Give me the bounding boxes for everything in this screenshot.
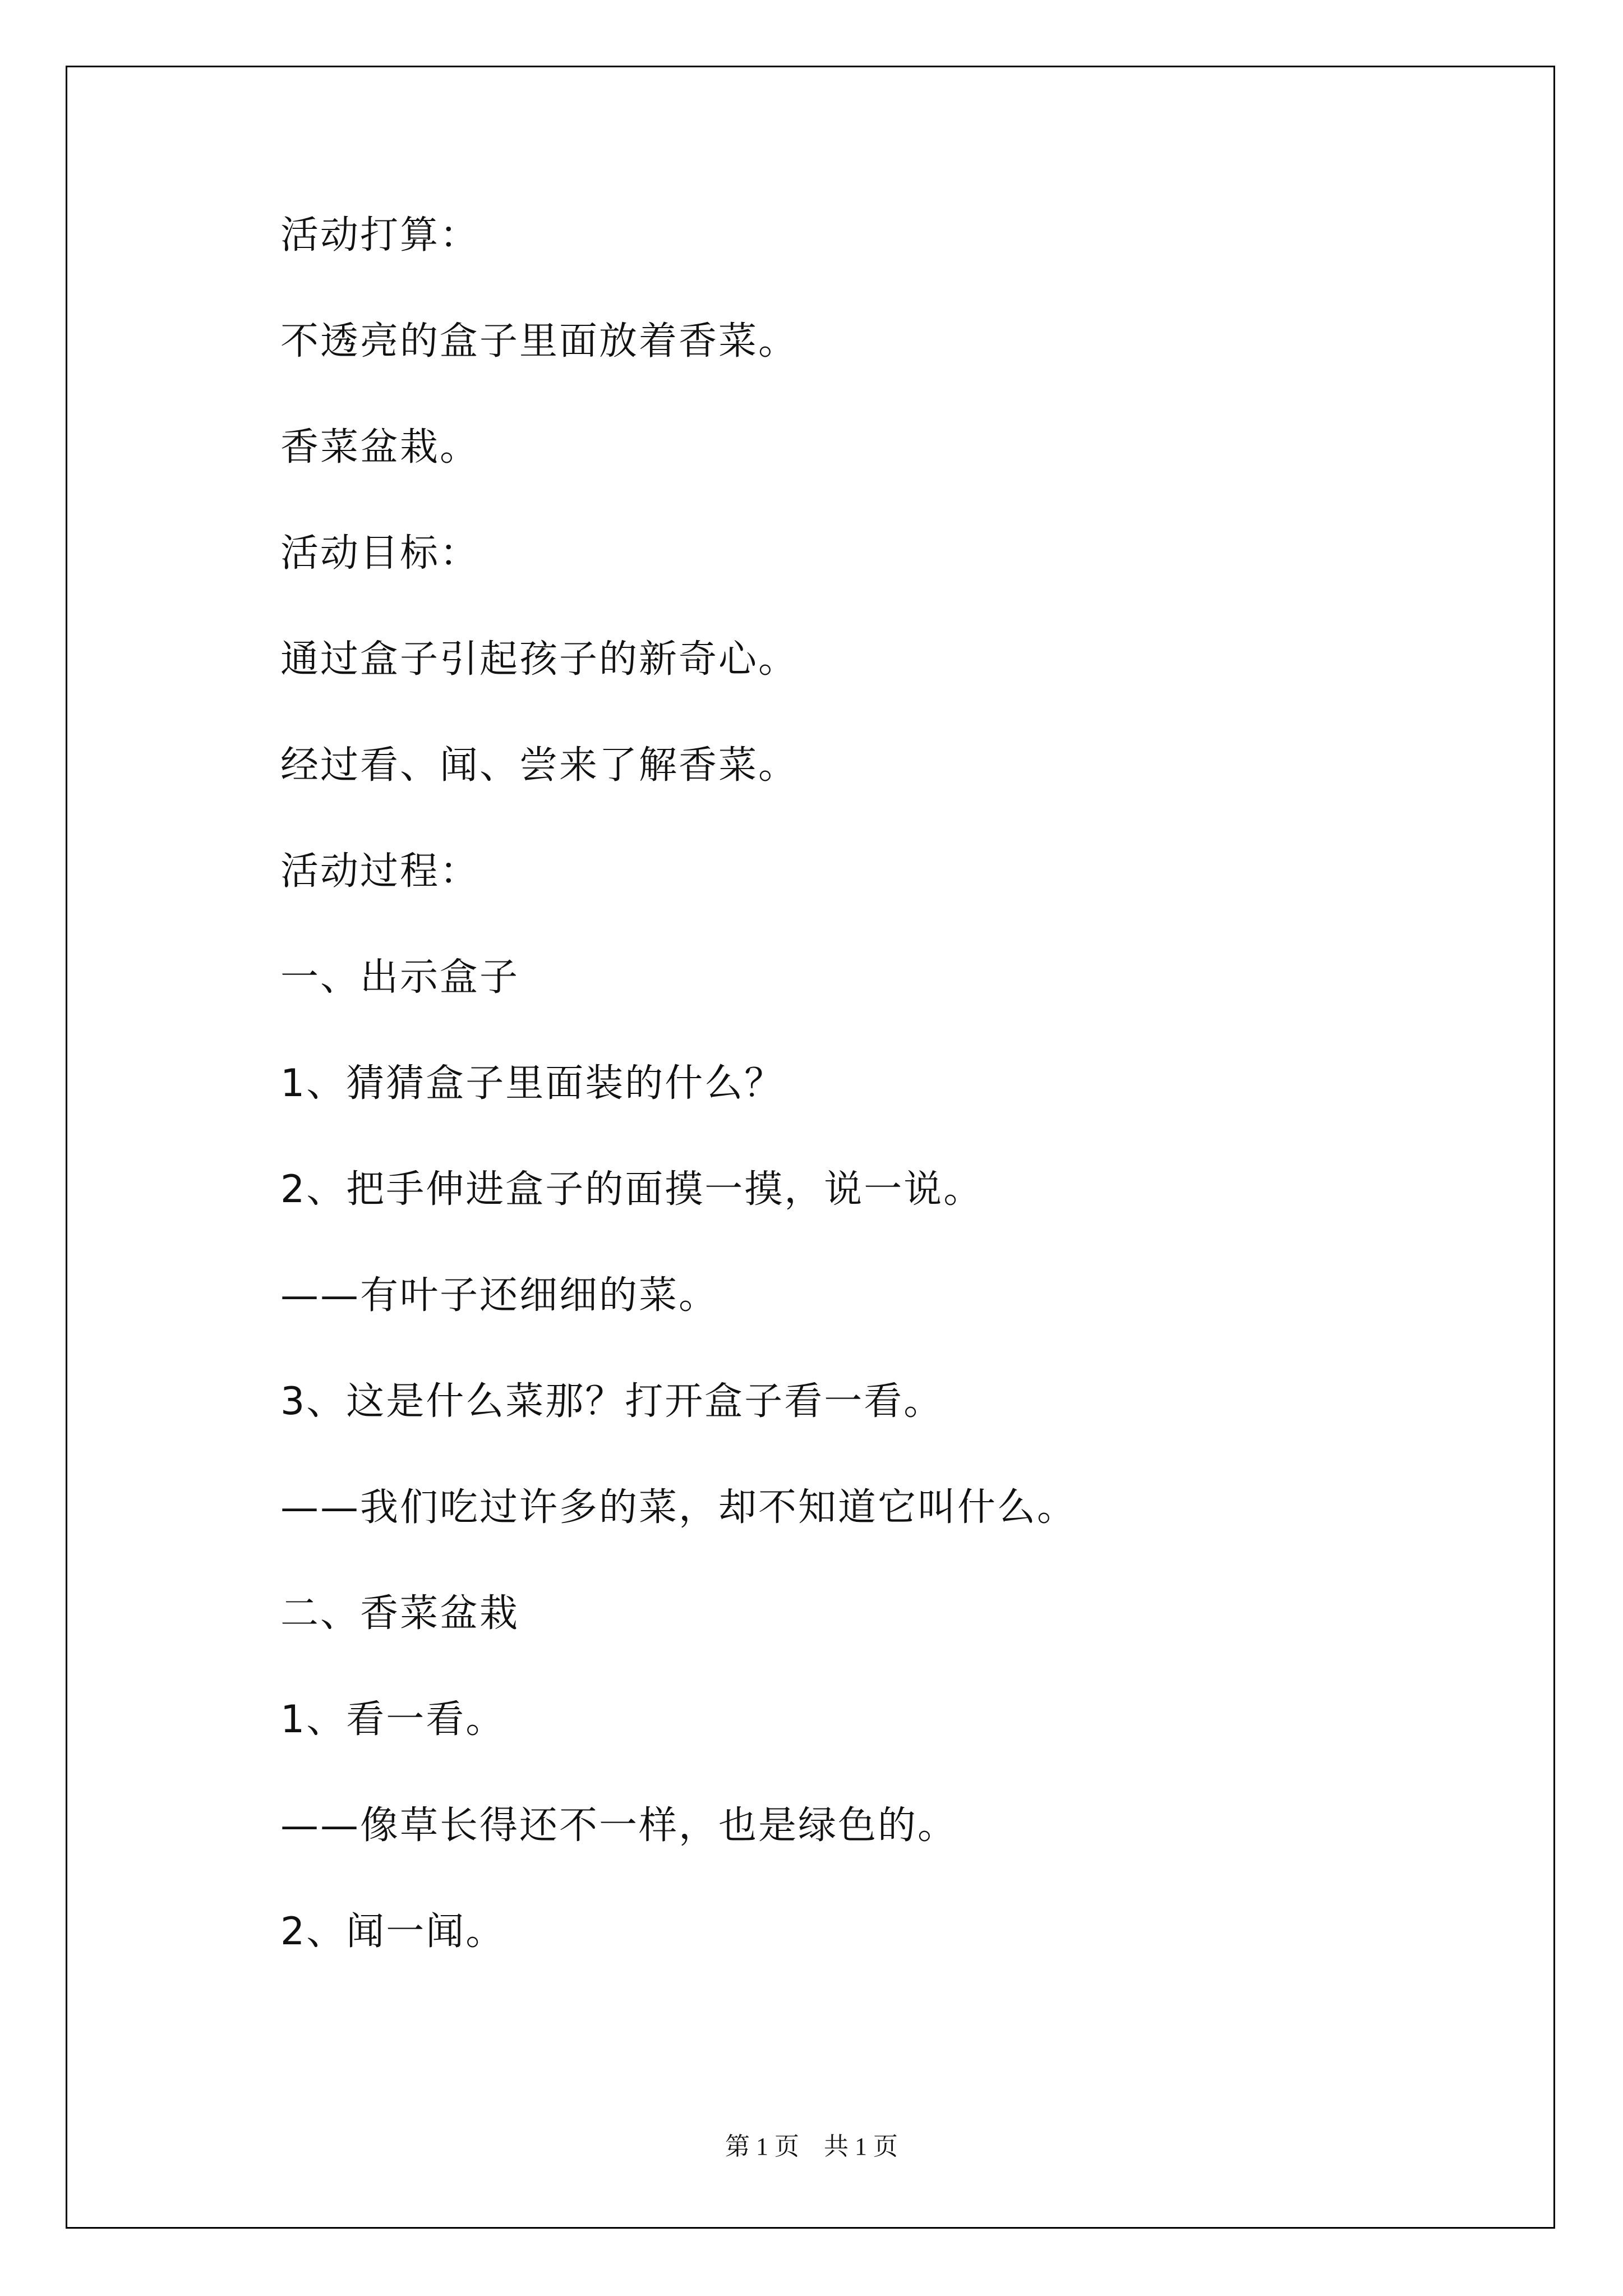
text-line: ——有叶子还细细的菜。: [280, 1273, 719, 1318]
text-line: 不透亮的盒子里面放着香菜。: [280, 319, 799, 364]
text-line: 1、猜猜盒子里面装的什么？: [280, 1061, 785, 1106]
text-line: 香菜盆栽。: [280, 425, 480, 470]
document-body: [280, 213, 1458, 2016]
text-line: 活动打算：: [280, 213, 480, 257]
text-line: 通过盒子引起孩子的新奇心。: [280, 637, 799, 682]
text-line: 经过看、闻、尝来了解香菜。: [280, 743, 799, 788]
text-line: 2、闻一闻。: [280, 1910, 506, 1954]
text-line: 活动目标：: [280, 531, 480, 576]
text-line: 3、这是什么菜那？打开盒子看一看。: [280, 1379, 944, 1424]
text-line: 2、把手伸进盒子的面摸一摸，说一说。: [280, 1167, 984, 1212]
text-line: 一、出示盒子: [280, 955, 520, 1000]
text-line: 1、看一看。: [280, 1697, 506, 1742]
page-number-footer: 第 1 页 共 1 页: [725, 2133, 898, 2160]
text-line: 二、香菜盆栽: [280, 1591, 520, 1636]
text-line: 活动过程：: [280, 849, 480, 894]
text-line: ——我们吃过许多的菜，却不知道它叫什么。: [280, 1485, 1077, 1530]
text-line: ——像草长得还不一样，也是绿色的。: [280, 1803, 958, 1848]
